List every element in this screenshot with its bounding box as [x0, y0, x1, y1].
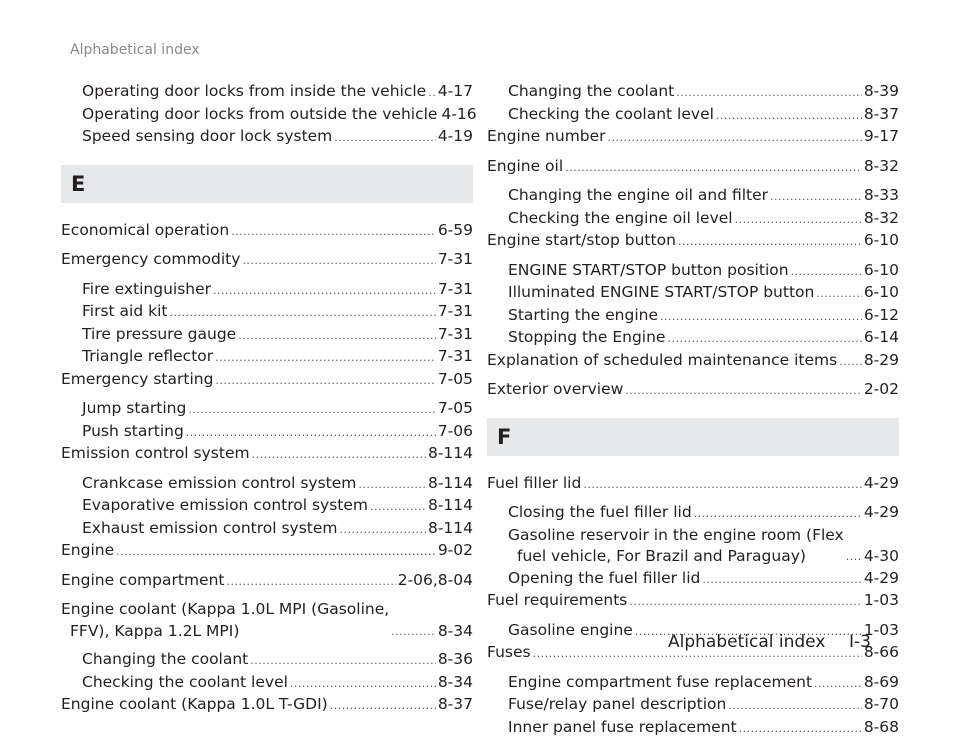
entry-text: Operating door locks from outside the vehicle [82, 104, 437, 126]
dot-leader [330, 695, 436, 717]
entry-text: Starting the engine [508, 305, 658, 327]
dot-leader [252, 444, 426, 466]
page-reference: 1-03 [864, 620, 899, 642]
dot-leader [694, 503, 862, 525]
entry-text: Evaporative emission control system [82, 495, 368, 517]
index-subentry[interactable] [487, 525, 899, 568]
entry-text: Fuel requirements [487, 590, 627, 612]
page-reference: 8-36 [438, 649, 473, 671]
dot-leader [678, 231, 862, 253]
dot-leader [370, 496, 426, 518]
entry-text: Changing the coolant [508, 81, 674, 103]
index-subentry[interactable] [487, 305, 899, 328]
dot-leader [215, 347, 436, 369]
entry-text: Inner panel fuse replacement [508, 717, 737, 739]
entry-text: Engine coolant (Kappa 1.0L T-GDI) [61, 694, 328, 716]
dot-leader [213, 280, 436, 302]
page-reference: 7-05 [438, 398, 473, 420]
dot-leader [238, 325, 436, 347]
index-subentry[interactable] [487, 694, 899, 717]
entry-text: Tire pressure gauge [82, 324, 236, 346]
index-subentry[interactable] [487, 104, 899, 127]
entry-text: Engine compartment fuse replacement [508, 672, 812, 694]
page-reference: 9-17 [864, 126, 899, 148]
entry-text [61, 599, 389, 642]
entry-text: Crankcase emission control system [82, 473, 356, 495]
page-reference: 7-31 [438, 279, 473, 301]
entry-text-line1: Gasoline reservoir in the engine room (Flex [508, 526, 844, 544]
entry-text: Triangle reflector [82, 346, 213, 368]
entry-text: Fuse/relay panel description [508, 694, 726, 716]
page-reference: 8-32 [864, 208, 899, 230]
index-subentry[interactable] [61, 473, 473, 496]
page-reference: 2-06,8-04 [398, 570, 473, 592]
entry-text: Engine start/stop button [487, 230, 676, 252]
page-reference: 8-34 [438, 672, 473, 694]
entry-text: Exterior overview [487, 379, 623, 401]
entry-text: Checking the coolant level [82, 672, 288, 694]
running-header: Alphabetical index [70, 42, 200, 58]
dot-leader [770, 186, 862, 208]
entry-text: Push starting [82, 421, 184, 443]
index-subentry[interactable] [487, 717, 899, 739]
dot-leader [358, 474, 426, 496]
page-reference: 8-68 [864, 717, 899, 739]
index-subentry[interactable] [61, 649, 473, 672]
dot-leader [169, 302, 435, 324]
dot-leader [816, 283, 861, 305]
index-entry[interactable] [61, 369, 473, 392]
dot-leader [839, 351, 862, 373]
dot-leader [739, 718, 862, 739]
dot-leader [250, 650, 436, 672]
page-reference: 6-10 [864, 230, 899, 252]
entry-text: Engine number [487, 126, 606, 148]
dot-leader [340, 519, 426, 541]
dot-leader [735, 209, 862, 231]
entry-text-line2: fuel vehicle, For Brazil and Paraguay) [508, 546, 844, 568]
entry-text [508, 525, 844, 568]
dot-leader [231, 221, 436, 243]
dot-leader [334, 127, 436, 149]
index-subentry[interactable] [61, 346, 473, 369]
page-reference: 6-59 [438, 220, 473, 242]
index-entry[interactable] [487, 473, 899, 496]
entry-text: Engine oil [487, 156, 563, 178]
page-reference: 7-05 [438, 369, 473, 391]
letter-heading: F [487, 418, 899, 456]
index-entry[interactable] [487, 379, 899, 402]
dot-leader [226, 571, 395, 593]
entry-text: Jump starting [82, 398, 186, 420]
index-entry[interactable] [61, 540, 473, 563]
index-entry[interactable] [61, 443, 473, 466]
index-subentry[interactable] [487, 185, 899, 208]
index-entry[interactable] [487, 126, 899, 149]
dot-leader [667, 328, 861, 350]
entry-text: Changing the coolant [82, 649, 248, 671]
page-reference: 8-70 [864, 694, 899, 716]
index-subentry[interactable] [61, 495, 473, 518]
footer-page-number: I-3 [849, 632, 871, 652]
entry-text: First aid kit [82, 301, 167, 323]
index-subentry[interactable] [61, 518, 473, 541]
page-reference: 8-34 [438, 621, 473, 643]
dot-leader [116, 541, 436, 563]
entry-text: Changing the engine oil and filter [508, 185, 768, 207]
dot-leader [676, 82, 862, 104]
entry-text: Engine [61, 540, 114, 562]
entry-text: Fuses [487, 642, 531, 664]
entry-text-line2: FFV), Kappa 1.2L MPI) [61, 621, 389, 643]
page-reference: 8-37 [864, 104, 899, 126]
entry-text: Opening the fuel filler lid [508, 568, 700, 590]
page-reference: 8-39 [864, 81, 899, 103]
dot-leader [791, 261, 862, 283]
index-subentry[interactable] [487, 282, 899, 305]
dot-leader [608, 127, 862, 149]
page-reference: 6-14 [864, 327, 899, 349]
index-entry[interactable] [487, 156, 899, 179]
page-reference: 4-29 [864, 568, 899, 590]
index-entry[interactable] [61, 220, 473, 243]
page-reference: 2-02 [864, 379, 899, 401]
page-reference: 6-12 [864, 305, 899, 327]
page-reference: 8-37 [438, 694, 473, 716]
index-subentry[interactable] [487, 672, 899, 695]
index-entry[interactable] [61, 694, 473, 717]
dot-leader [188, 399, 435, 421]
page-reference: 7-31 [438, 249, 473, 271]
dot-leader [814, 673, 862, 695]
page-reference: 6-10 [864, 260, 899, 282]
entry-text: Exhaust emission control system [82, 518, 338, 540]
page-reference: 4-29 [864, 473, 899, 495]
index-entry[interactable] [61, 570, 473, 593]
dot-leader [428, 82, 436, 104]
page-reference: 8-114 [428, 495, 473, 517]
page-reference: 4-30 [864, 546, 899, 568]
entry-text: Emergency starting [61, 369, 213, 391]
entry-text: Illuminated ENGINE START/STOP button [508, 282, 814, 304]
dot-leader [716, 105, 862, 127]
dot-leader [625, 380, 862, 402]
page-reference: 8-114 [428, 473, 473, 495]
entry-text: Emission control system [61, 443, 250, 465]
page-reference: 8-66 [864, 642, 899, 664]
entry-text: ENGINE START/STOP button position [508, 260, 789, 282]
page-reference: 4-19 [438, 126, 473, 148]
entry-text: Fuel filler lid [487, 473, 581, 495]
page-reference: 8-33 [864, 185, 899, 207]
index-entry[interactable] [487, 350, 899, 373]
entry-text-line1: Engine coolant (Kappa 1.0L MPI (Gasoline, [61, 600, 389, 618]
index-subentry[interactable] [487, 81, 899, 104]
entry-text: Checking the engine oil level [508, 208, 733, 230]
page-reference: 4-16 [441, 104, 476, 126]
entry-text: Explanation of scheduled maintenance items [487, 350, 837, 372]
entry-text: Checking the coolant level [508, 104, 714, 126]
page-reference: 8-32 [864, 156, 899, 178]
page-reference: 4-17 [438, 81, 473, 103]
page-reference: 8-114 [428, 518, 473, 540]
index-entry[interactable] [487, 590, 899, 613]
entry-text: Operating door locks from inside the vehicle [82, 81, 426, 103]
dot-leader [391, 621, 436, 643]
index-subentry[interactable] [61, 398, 473, 421]
dot-leader [702, 569, 861, 591]
index-subentry[interactable] [487, 502, 899, 525]
page-reference: 8-69 [864, 672, 899, 694]
entry-text: Stopping the Engine [508, 327, 665, 349]
index-entry[interactable] [61, 599, 473, 642]
dot-leader [583, 474, 861, 496]
page-reference: 7-31 [438, 324, 473, 346]
page-reference: 6-10 [864, 282, 899, 304]
dot-leader [186, 422, 436, 444]
index-entry[interactable] [487, 230, 899, 253]
entry-text: Closing the fuel filler lid [508, 502, 692, 524]
index-subentry[interactable] [487, 260, 899, 283]
dot-leader [290, 673, 436, 695]
index-subentry[interactable] [61, 126, 473, 149]
entry-text: Fire extinguisher [82, 279, 211, 301]
index-subentry[interactable] [61, 672, 473, 695]
entry-text: Speed sensing door lock system [82, 126, 332, 148]
index-subentry[interactable] [487, 208, 899, 231]
page-reference: 7-31 [438, 346, 473, 368]
dot-leader [660, 306, 862, 328]
page-reference: 7-06 [438, 421, 473, 443]
index-subentry[interactable] [61, 324, 473, 347]
footer-section-title: Alphabetical index [668, 632, 825, 652]
index-subentry[interactable] [61, 81, 473, 104]
page-reference: 1-03 [864, 590, 899, 612]
page-reference: 8-114 [428, 443, 473, 465]
index-entry[interactable] [61, 249, 473, 272]
dot-leader [728, 695, 862, 717]
index-column-left [61, 81, 473, 717]
index-subentry[interactable] [61, 104, 473, 127]
index-subentry[interactable] [487, 568, 899, 591]
dot-leader [846, 546, 862, 568]
dot-leader [242, 250, 435, 272]
dot-leader [629, 591, 861, 613]
dot-leader [565, 157, 862, 179]
page-reference: 9-02 [438, 540, 473, 562]
entry-text: Engine compartment [61, 570, 224, 592]
index-subentry[interactable] [487, 327, 899, 350]
entry-text: Gasoline engine [508, 620, 633, 642]
entry-text: Economical operation [61, 220, 229, 242]
entry-text: Emergency commodity [61, 249, 240, 271]
page-reference: 8-29 [864, 350, 899, 372]
page-reference: 7-31 [438, 301, 473, 323]
letter-heading: E [61, 165, 473, 203]
dot-leader [215, 370, 435, 392]
index-subentry[interactable] [61, 279, 473, 302]
index-subentry[interactable] [61, 301, 473, 324]
index-subentry[interactable] [61, 421, 473, 444]
page-reference: 4-29 [864, 502, 899, 524]
